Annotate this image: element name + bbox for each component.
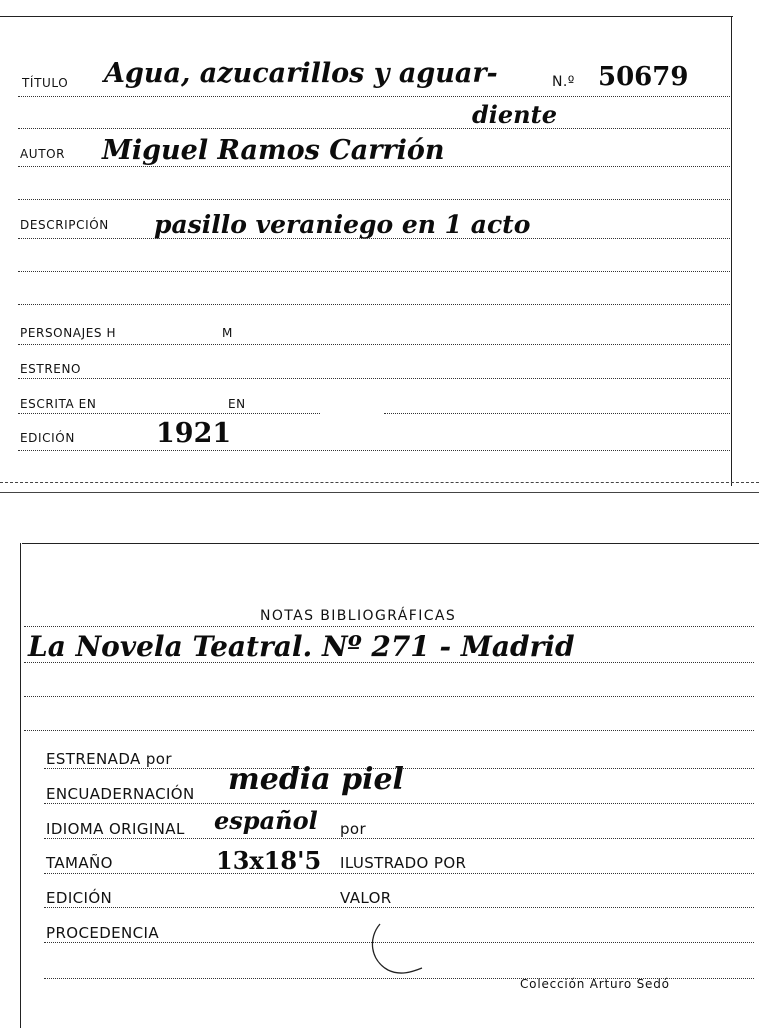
number-label: N.º: [552, 74, 575, 90]
card-separator: [0, 492, 759, 493]
autor-line: [18, 166, 730, 167]
card-right-border: [731, 16, 732, 486]
notas-line-4: [24, 730, 754, 731]
personajes-m-label: M: [222, 326, 233, 340]
estreno-label: ESTRENO: [20, 362, 82, 376]
idioma-value: español: [214, 806, 318, 835]
estrenada-label: ESTRENADA por: [46, 750, 172, 768]
encuadernacion-label: ENCUADERNACIÓN: [46, 785, 195, 803]
escrita-en-label: ESCRITA EN: [20, 397, 97, 411]
descripcion-value: pasillo veraniego en 1 acto: [154, 210, 531, 239]
edicion-line: [18, 450, 730, 451]
catalog-card-top: [0, 0, 759, 495]
card-bottom-tear: [0, 482, 759, 483]
card-top-border: [0, 16, 733, 17]
autor-value: Miguel Ramos Carrión: [102, 135, 445, 166]
procedencia-label: PROCEDENCIA: [46, 924, 160, 942]
coleccion-label: Colección Arturo Sedó: [520, 977, 670, 991]
encuadernacion-line: [44, 803, 754, 804]
escrita-line-right: [384, 413, 730, 414]
escrita-line: [18, 413, 320, 414]
number-value: 50679: [598, 62, 689, 92]
estreno-line: [18, 378, 730, 379]
autor-line-2: [18, 199, 730, 200]
edicion2-label: EDICIÓN: [46, 889, 113, 907]
titulo-line: [18, 96, 730, 97]
notas-heading: NOTAS BIBLIOGRÁFICAS: [260, 608, 457, 624]
personajes-label: PERSONAJES H: [20, 326, 117, 340]
notas-value: La Novela Teatral. Nº 271 - Madrid: [28, 630, 575, 663]
ilustrado-label: ILUSTRADO POR: [340, 854, 467, 872]
edicion2-line: [44, 907, 754, 908]
tamano-value: 13x18'5: [216, 846, 322, 875]
tamano-label: TAMAÑO: [46, 854, 113, 872]
idioma-label: IDIOMA ORIGINAL: [46, 820, 185, 838]
escrita-en2-label: EN: [228, 397, 246, 411]
descripcion-line: [18, 238, 730, 239]
titulo-line-2: [18, 128, 730, 129]
personajes-line: [18, 344, 730, 345]
notas-line-2: [24, 662, 754, 663]
titulo-label: TÍTULO: [22, 76, 69, 90]
edicion-label: EDICIÓN: [20, 431, 75, 445]
autor-label: AUTOR: [20, 147, 66, 161]
titulo-value-continued: diente: [472, 100, 557, 129]
encuadernacion-value: media piel: [228, 762, 404, 797]
descripcion-label: DESCRIPCIÓN: [20, 218, 109, 232]
idioma-line: [44, 838, 754, 839]
descripcion-line-3: [18, 304, 730, 305]
por-label: por: [340, 820, 367, 838]
catalog-card-bottom: [0, 500, 759, 1028]
card-left-border: [20, 543, 21, 1028]
notas-line: [24, 626, 754, 627]
valor-label: VALOR: [340, 889, 392, 907]
descripcion-line-2: [18, 271, 730, 272]
card-top-border: [22, 543, 759, 544]
tamano-line: [44, 873, 754, 874]
titulo-value: Agua, azucarillos y aguar-: [104, 58, 498, 89]
edicion-value: 1921: [156, 418, 232, 449]
notas-line-3: [24, 696, 754, 697]
pencil-mark: [366, 920, 436, 980]
